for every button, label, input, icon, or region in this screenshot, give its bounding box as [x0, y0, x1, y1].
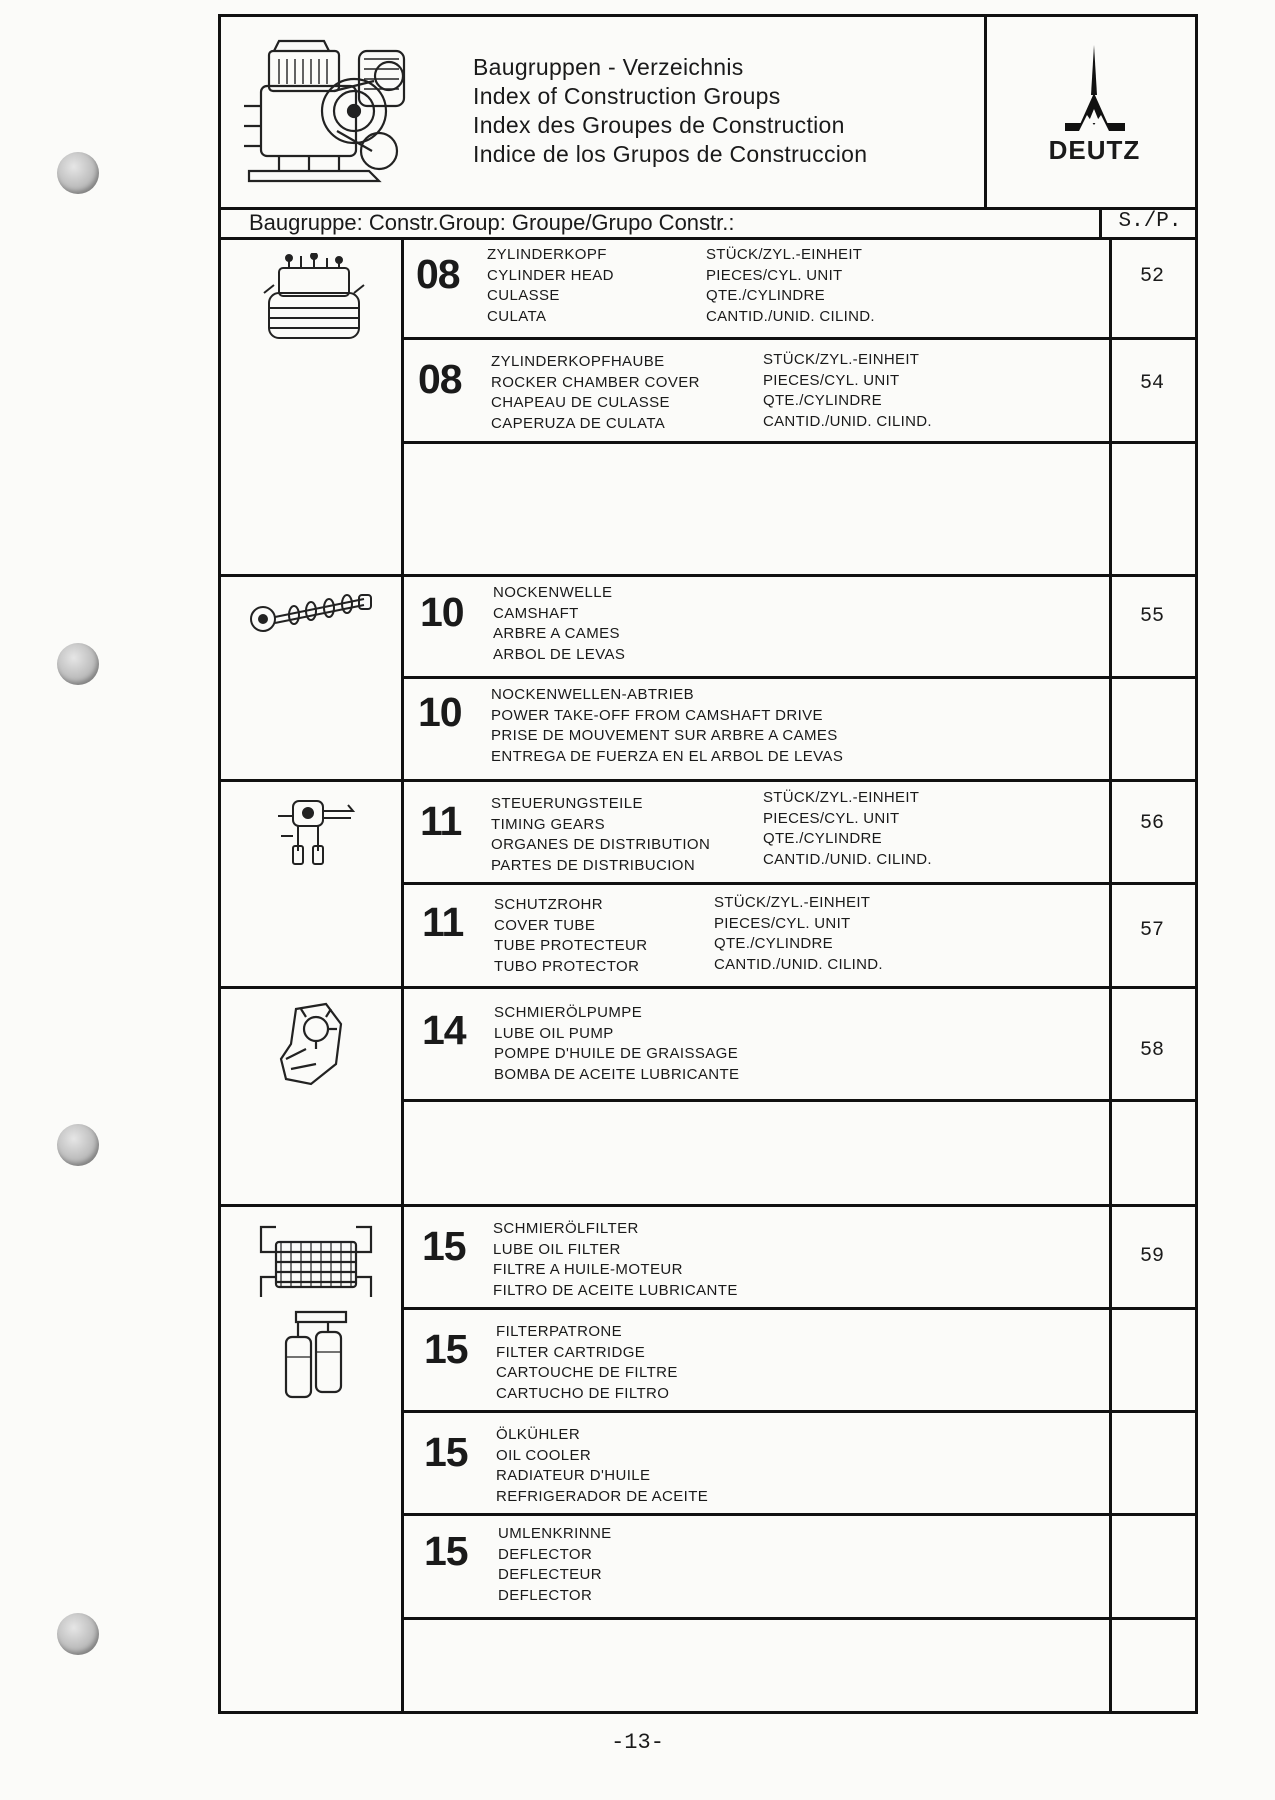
entry-empty-2 — [404, 1102, 1195, 1207]
name-en: ROCKER CHAMBER COVER — [491, 373, 700, 391]
name-en: TIMING GEARS — [491, 815, 605, 833]
entry-names — [498, 1524, 612, 1606]
unit-en: PIECES/CYL. UNIT — [706, 266, 843, 284]
engine-illustration-icon — [239, 31, 414, 196]
name-es: BOMBA DE ACEITE LUBRICANTE — [494, 1065, 740, 1083]
entry-cover-tube[interactable] — [404, 885, 1195, 989]
page-number: 58 — [1139, 1039, 1164, 1062]
filter-cartridge-icon — [276, 1307, 356, 1407]
name-de: ÖLKÜHLER — [496, 1426, 581, 1443]
entry-empty-3 — [404, 1620, 1195, 1711]
name-es: CULATA — [487, 307, 547, 325]
name-es: FILTRO DE ACEITE LUBRICANTE — [493, 1281, 738, 1299]
image-cell-timing-gears — [221, 782, 404, 989]
group-number: 08 — [416, 251, 460, 297]
title-de: Baugruppen - Verzeichnis — [473, 54, 744, 80]
name-es: DEFLECTOR — [498, 1586, 593, 1604]
name-fr: CULASSE — [487, 287, 560, 304]
unit-es: CANTID./UNID. CILIND. — [763, 850, 932, 868]
title-es: Indice de los Grupos de Construccion — [473, 141, 868, 167]
title-fr: Index des Groupes de Construction — [473, 112, 845, 138]
unit-de: STÜCK/ZYL.-EINHEIT — [714, 894, 871, 911]
name-es: TUBO PROTECTOR — [494, 957, 640, 975]
name-en: CAMSHAFT — [493, 604, 579, 622]
name-de: SCHUTZROHR — [494, 896, 603, 913]
unit-fr: QTE./CYLINDRE — [763, 392, 882, 409]
unit-en: PIECES/CYL. UNIT — [763, 809, 900, 827]
name-fr: ARBRE A CAMES — [493, 625, 620, 642]
entry-lube-oil-filter[interactable] — [404, 1207, 1195, 1310]
page-column-divider — [1109, 237, 1112, 1711]
name-en: POWER TAKE-OFF FROM CAMSHAFT DRIVE — [491, 706, 823, 724]
unit-fr: QTE./CYLINDRE — [763, 830, 882, 847]
entry-units — [763, 350, 932, 432]
deutz-logo-icon — [1017, 45, 1172, 135]
entry-names — [491, 352, 700, 434]
name-fr: CHAPEAU DE CULASSE — [491, 394, 670, 411]
entry-deflector[interactable] — [404, 1516, 1195, 1620]
unit-fr: QTE./CYLINDRE — [706, 287, 825, 304]
entry-names — [496, 1322, 678, 1404]
entry-names — [494, 1003, 739, 1085]
name-fr: POMPE D'HUILE DE GRAISSAGE — [494, 1045, 739, 1062]
name-fr: RADIATEUR D'HUILE — [496, 1467, 651, 1484]
entry-names — [494, 895, 648, 977]
entry-units — [706, 245, 875, 327]
entry-camshaft[interactable] — [404, 577, 1195, 679]
entry-empty-1 — [404, 444, 1195, 577]
unit-en: PIECES/CYL. UNIT — [763, 371, 900, 389]
entry-names — [487, 245, 614, 327]
image-cell-lube-oil-pump — [221, 989, 404, 1207]
entry-timing-gears[interactable] — [404, 782, 1195, 885]
logo-text: DEUTZ — [1048, 135, 1141, 165]
unit-en: PIECES/CYL. UNIT — [714, 914, 851, 932]
entry-lube-oil-pump[interactable] — [404, 989, 1195, 1102]
punch-hole-3 — [57, 1124, 99, 1166]
unit-de: STÜCK/ZYL.-EINHEIT — [706, 246, 863, 263]
name-de: STEUERUNGSTEILE — [491, 795, 643, 812]
entry-cylinder-head[interactable] — [404, 237, 1195, 340]
entry-names — [491, 794, 710, 876]
group-column-label: Baugruppe: Constr.Group: Groupe/Grupo Constr.: — [249, 210, 735, 235]
header-titles — [473, 53, 867, 169]
cylinder-head-icon — [259, 253, 369, 353]
group-number: 15 — [424, 1528, 468, 1574]
index-sheet — [218, 14, 1198, 1714]
unit-de: STÜCK/ZYL.-EINHEIT — [763, 789, 920, 806]
group-number: 10 — [420, 589, 464, 635]
unit-fr: QTE./CYLINDRE — [714, 935, 833, 952]
punch-hole-1 — [57, 152, 99, 194]
name-en: LUBE OIL FILTER — [493, 1240, 621, 1258]
title-en: Index of Construction Groups — [473, 83, 781, 109]
entry-units — [763, 788, 932, 870]
oil-cooler-icon — [251, 1217, 381, 1307]
entry-power-take-off[interactable] — [404, 679, 1195, 782]
unit-es: CANTID./UNID. CILIND. — [763, 412, 932, 430]
name-de: SCHMIERÖLPUMPE — [494, 1004, 643, 1021]
page-number: 54 — [1139, 372, 1164, 395]
unit-de: STÜCK/ZYL.-EINHEIT — [763, 351, 920, 368]
name-es: CARTUCHO DE FILTRO — [496, 1384, 670, 1402]
name-es: ARBOL DE LEVAS — [493, 645, 626, 663]
entry-oil-cooler[interactable] — [404, 1413, 1195, 1516]
image-cell-cylinder-head — [221, 237, 404, 577]
name-fr: FILTRE A HUILE-MOTEUR — [493, 1261, 683, 1278]
group-number: 14 — [422, 1007, 466, 1053]
name-es: REFRIGERADOR DE ACEITE — [496, 1487, 709, 1505]
entry-names — [493, 583, 625, 665]
entry-rocker-chamber-cover[interactable] — [404, 340, 1195, 444]
name-de: FILTERPATRONE — [496, 1323, 623, 1340]
page-number: 52 — [1139, 265, 1164, 288]
group-number: 08 — [418, 356, 462, 402]
punch-hole-4 — [57, 1613, 99, 1655]
entry-names — [493, 1219, 738, 1301]
entry-names — [496, 1425, 708, 1507]
page-number: 59 — [1139, 1245, 1164, 1268]
image-cell-lube-oil-filter — [221, 1207, 404, 1711]
name-en: COVER TUBE — [494, 916, 596, 934]
camshaft-icon — [249, 587, 374, 647]
unit-es: CANTID./UNID. CILIND. — [714, 955, 883, 973]
group-number: 10 — [418, 689, 462, 735]
name-fr: ORGANES DE DISTRIBUTION — [491, 836, 711, 853]
name-de: SCHMIERÖLFILTER — [493, 1220, 639, 1237]
group-number: 15 — [424, 1429, 468, 1475]
timing-gears-icon — [273, 796, 358, 871]
name-es: CAPERUZA DE CULATA — [491, 414, 666, 432]
name-fr: PRISE DE MOUVEMENT SUR ARBRE A CAMES — [491, 727, 838, 744]
page-number: 57 — [1139, 919, 1164, 942]
page-column-label: S./P. — [1099, 207, 1198, 237]
name-fr: DEFLECTEUR — [498, 1566, 603, 1583]
name-en: OIL COOLER — [496, 1446, 592, 1464]
name-fr: CARTOUCHE DE FILTRE — [496, 1364, 678, 1381]
name-es: ENTREGA DE FUERZA EN EL ARBOL DE LEVAS — [491, 747, 844, 765]
name-de: NOCKENWELLEN-ABTRIEB — [491, 686, 695, 703]
name-es: PARTES DE DISTRIBUCION — [491, 856, 696, 874]
name-fr: TUBE PROTECTEUR — [494, 937, 648, 954]
name-en: LUBE OIL PUMP — [494, 1024, 614, 1042]
page-number: 55 — [1139, 605, 1164, 628]
name-en: DEFLECTOR — [498, 1545, 593, 1563]
group-number: 11 — [422, 899, 464, 945]
unit-es: CANTID./UNID. CILIND. — [706, 307, 875, 325]
punch-hole-2 — [57, 643, 99, 685]
entry-units — [714, 893, 883, 975]
group-number: 15 — [422, 1223, 466, 1269]
page-folio: -13- — [611, 1730, 664, 1755]
image-cell-camshaft — [221, 577, 404, 782]
group-number: 15 — [424, 1326, 468, 1372]
name-de: UMLENKRINNE — [498, 1525, 612, 1542]
header — [221, 17, 1195, 210]
lube-oil-pump-icon — [271, 999, 351, 1089]
group-number: 11 — [420, 798, 462, 844]
logo-box — [984, 17, 1198, 207]
name-de: ZYLINDERKOPF — [487, 246, 607, 263]
name-en: CYLINDER HEAD — [487, 266, 614, 284]
name-de: ZYLINDERKOPFHAUBE — [491, 353, 665, 370]
entry-filter-cartridge[interactable] — [404, 1310, 1195, 1413]
column-header-row — [221, 207, 1195, 240]
entry-names — [491, 685, 843, 767]
name-en: FILTER CARTRIDGE — [496, 1343, 646, 1361]
page-number: 56 — [1139, 812, 1164, 835]
name-de: NOCKENWELLE — [493, 584, 613, 601]
